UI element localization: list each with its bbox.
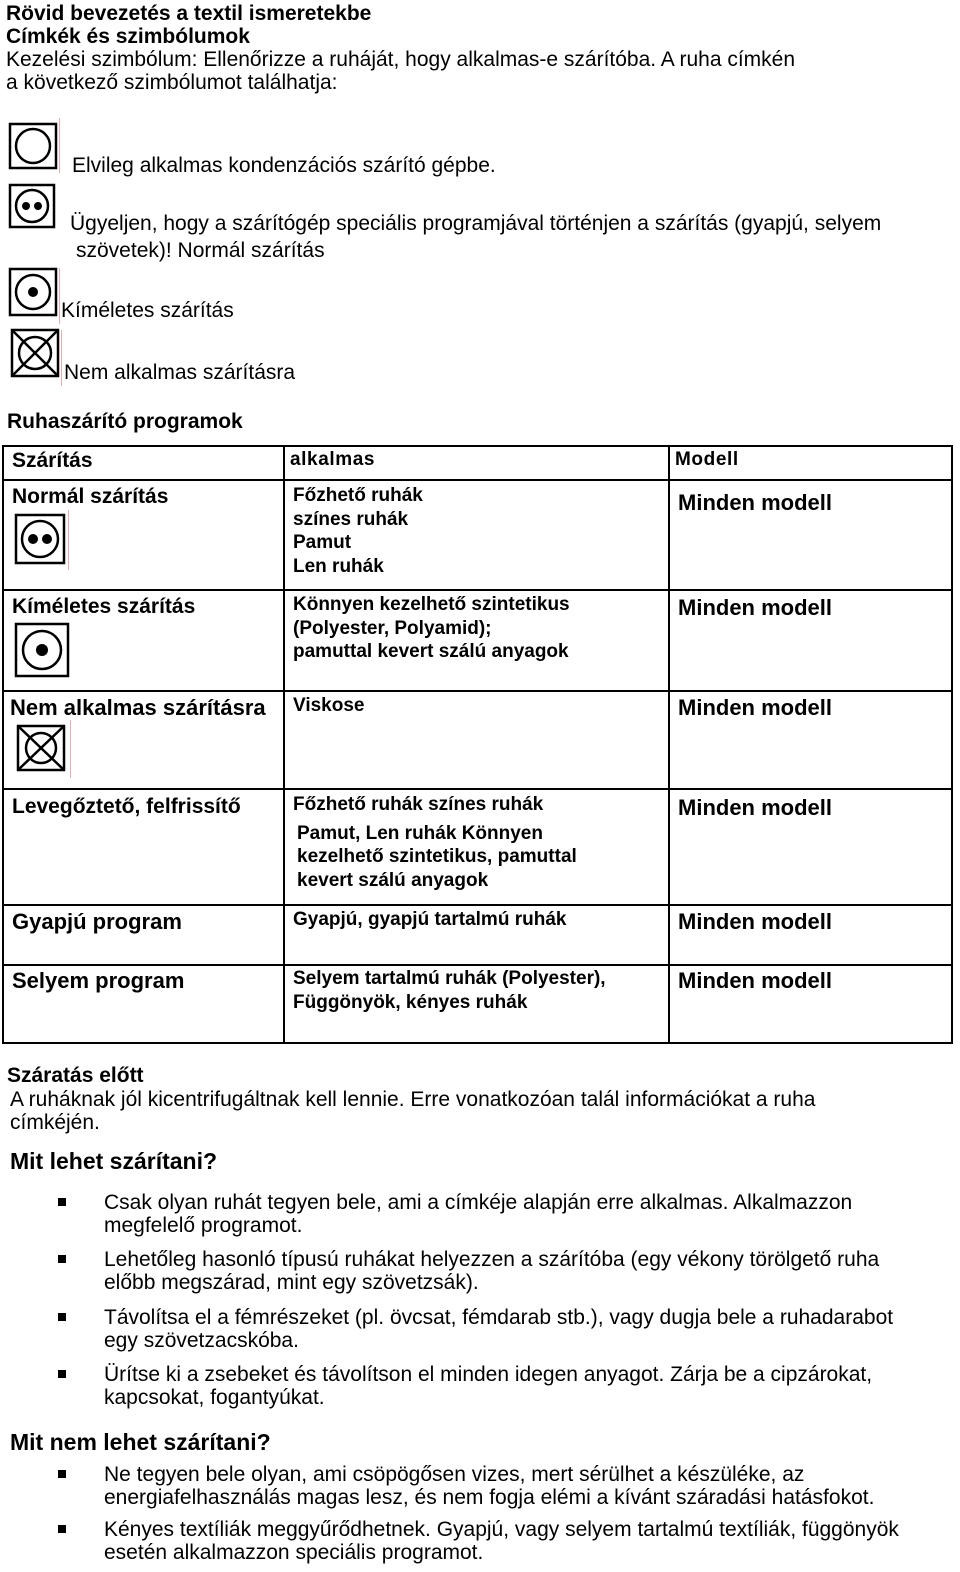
intro-text: Kezelési szimbólum: Ellenőrizze a ruháját, hogy alkalmas-e szárítóba. A ruha címkén	[6, 48, 796, 71]
list-item: kapcsokat, fogantyúkat.	[104, 1386, 325, 1409]
bullet-icon	[58, 1370, 66, 1378]
tumble-dry-icon	[8, 122, 58, 170]
list-item: Lehetőleg hasonló típusú ruhákat helyezzen a szárítóba (egy vékony törölgető ruha	[104, 1248, 880, 1271]
table-row-fabrics: Selyem tartalmú ruhák (Polyester), Függönyök, kényes ruhák	[293, 968, 606, 1013]
list-item: előbb megszárad, mint egy szövetzsák).	[104, 1271, 479, 1294]
section-heading: Mit lehet szárítani?	[10, 1148, 218, 1174]
do-not-tumble-dry-icon	[16, 724, 66, 772]
table-header: alkalmas	[290, 449, 376, 470]
tumble-dry-gentle-icon	[8, 267, 58, 317]
list-item: Csak olyan ruhát tegyen bele, ami a címkéje alapján erre alkalmas. Alkalmazzon	[104, 1191, 853, 1214]
symbol-description: Nem alkalmas szárításra	[64, 361, 296, 384]
symbol-description: Ügyeljen, hogy a szárítógép speciális programjával történjen a szárítás (gyapjú, selyem	[70, 212, 882, 235]
symbol-description: szövetek)! Normál szárítás	[76, 239, 325, 262]
table-row-program: Nem alkalmas szárításra	[10, 695, 266, 720]
symbol-description: Kíméletes szárítás	[61, 299, 234, 322]
list-item: Kényes textíliák meggyűrődhetnek. Gyapjú, vagy selyem tartalmú textíliák, függönyök	[104, 1518, 899, 1541]
table-row-fabrics: Főzhető ruhák színes ruhák Pamut, Len ruhák Könnyen kezelhető szintetikus, pamuttal kevert szálú anyagok	[293, 794, 577, 891]
table-row-program: Levegőztető, felfrissítő	[12, 795, 241, 818]
symbol-description: Elvileg alkalmas kondenzációs szárító gépbe.	[72, 154, 496, 177]
table-row-model: Minden modell	[678, 490, 832, 515]
table-header: Modell	[675, 449, 739, 470]
table-row-model: Minden modell	[678, 695, 832, 720]
table-row-program: Kíméletes szárítás	[12, 595, 196, 618]
table-row-fabrics: Viskose	[293, 695, 365, 716]
list-item: Távolítsa el a fémrészeket (pl. övcsat, fémdarab stb.), vagy dugja bele a ruhadarabot	[104, 1306, 894, 1329]
tumble-dry-normal-icon	[8, 183, 56, 229]
table-row-program: Gyapjú program	[12, 909, 182, 934]
bullet-icon	[58, 1198, 66, 1206]
before-drying-text: címkéjén.	[10, 1111, 100, 1134]
bullet-icon	[58, 1525, 66, 1533]
section-heading: Mit nem lehet szárítani?	[10, 1429, 271, 1455]
list-item: Ürítse ki a zsebeket és távolítson el minden idegen anyagot. Zárja be a cipzárokat,	[104, 1363, 873, 1386]
intro-text: a következő szimbólumot találhatja:	[6, 71, 338, 94]
list-item: energiafelhasználás magas lesz, és nem fogja elémi a kívánt száradási hatásfokot.	[104, 1486, 875, 1509]
list-item: esetén alkalmazzon speciális programot.	[104, 1541, 484, 1564]
table-row-model: Minden modell	[678, 968, 832, 993]
table-row-program: Selyem program	[12, 968, 185, 993]
section-heading: Száratás előtt	[7, 1064, 144, 1087]
bullet-icon	[58, 1313, 66, 1321]
page-subtitle: Címkék és szimbólumok	[6, 25, 250, 48]
before-drying-text: A ruháknak jól kicentrifugáltnak kell lennie. Erre vonatkozóan talál információkat a ruha	[10, 1088, 816, 1111]
do-not-tumble-dry-icon	[10, 328, 60, 378]
bullet-icon	[58, 1255, 66, 1263]
page-title: Rövid bevezetés a textil ismeretekbe	[6, 2, 372, 25]
table-row-model: Minden modell	[678, 909, 832, 934]
table-row-fabrics: Főzhető ruhák színes ruhák Pamut Len ruhák	[293, 485, 423, 577]
table-row-fabrics: Könnyen kezelhető szintetikus (Polyester, Polyamid); pamuttal kevert szálú anyagok	[293, 594, 570, 662]
table-row-fabrics: Gyapjú, gyapjú tartalmú ruhák	[293, 909, 567, 930]
bullet-icon	[58, 1470, 66, 1478]
table-row-model: Minden modell	[678, 595, 832, 620]
table-header: Szárítás	[12, 449, 93, 472]
table-row-program: Normál szárítás	[12, 485, 169, 508]
list-item: megfelelő programot.	[104, 1214, 303, 1237]
tumble-dry-gentle-icon	[14, 622, 70, 678]
list-item: egy szövetzacskóba.	[104, 1329, 299, 1352]
list-item: Ne tegyen bele olyan, ami csöpögősen vizes, mert sérülhet a készüléke, az	[104, 1463, 805, 1486]
section-heading: Ruhaszárító programok	[7, 410, 243, 433]
tumble-dry-normal-icon	[14, 512, 66, 566]
table-row-model: Minden modell	[678, 795, 832, 820]
